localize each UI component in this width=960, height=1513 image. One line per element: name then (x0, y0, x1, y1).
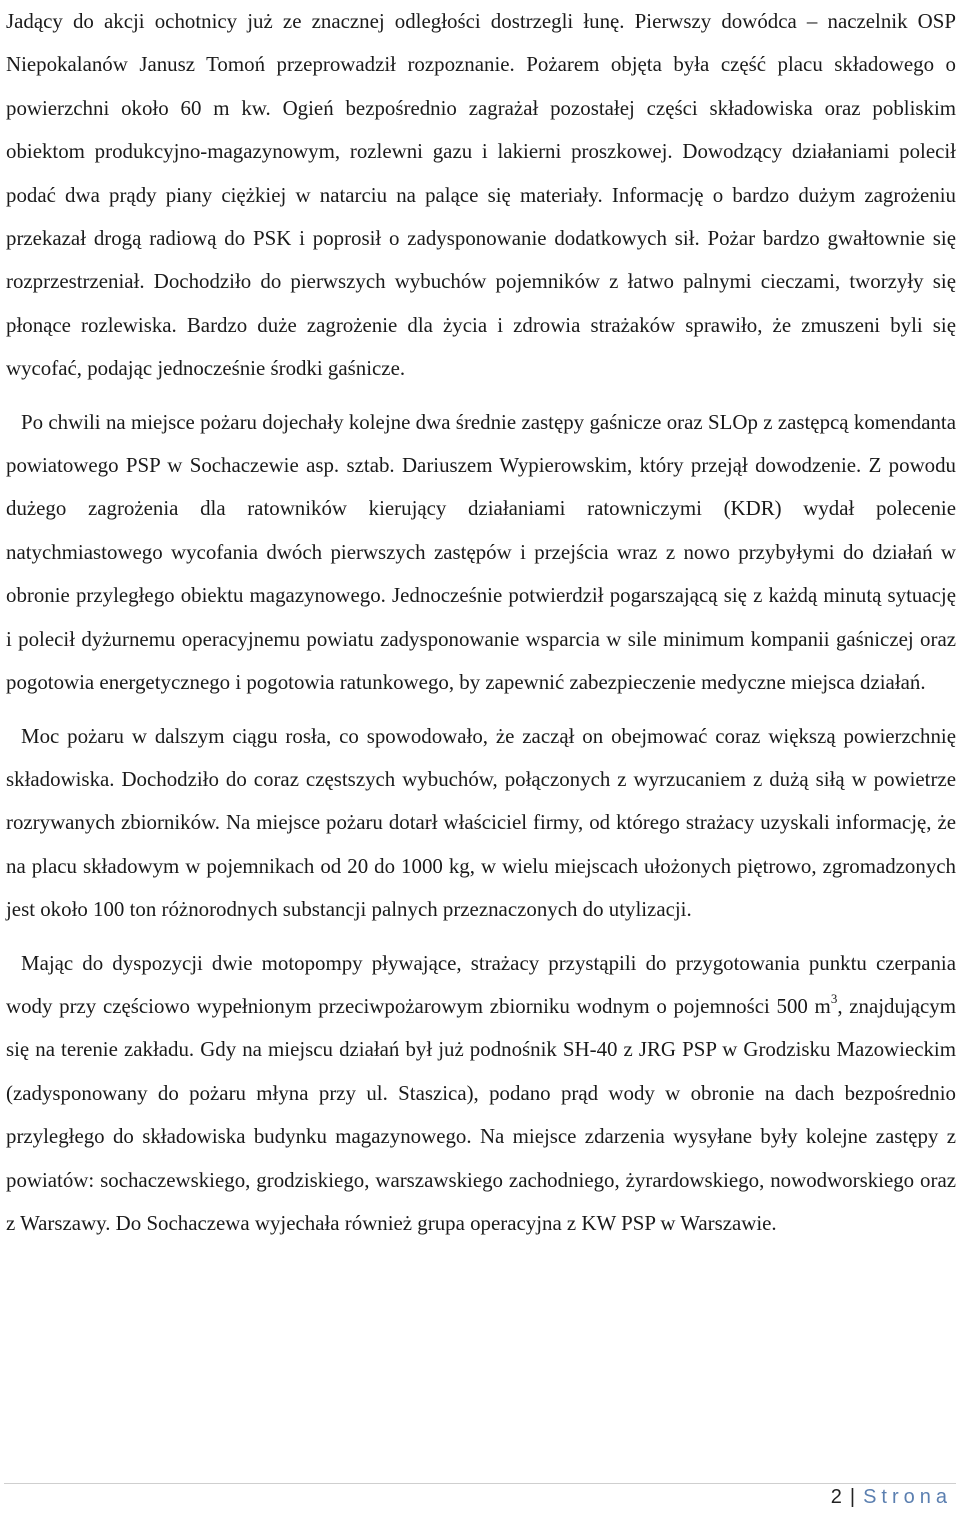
page-footer (831, 1485, 952, 1509)
footer-divider (4, 1483, 956, 1484)
superscript-cubic: 3 (830, 990, 838, 1006)
paragraph-4-text-before: Mając do dyspozycji dwie motopompy pływające, strażacy przystąpili do przygotowania punktu czerpania wody przy częściowo wypełnionym przeciwpożarowym zbiorniku wodnym o pojemności 500 m (6, 950, 956, 1018)
page-number: 2 (830, 1486, 842, 1508)
paragraph-1: Jadący do akcji ochotnicy już ze znacznej odległości dostrzegli łunę. Pierwszy dowódca – naczelnik OSP Niepokalanów Janusz Tomoń przeprowadził rozpoznanie. Pożarem objęta była część placu składowego o powierzchni około 60 m kw. Ogień bezpośrednio zagrażał pozostałej części składowiska oraz pobliskim obiektom produkcyjno-magazynowym, rozlewni gazu i lakierni proszkowej. Dowodzący działaniami polecił podać dwa prądy piany ciężkiej w natarciu na palące się materiały. Informację o bardzo dużym zagrożeniu przekazał drogą radiową do PSK i poprosił o zadysponowanie dodatkowych sił. Pożar bardzo gwałtownie się rozprzestrzeniał. Dochodziło do pierwszych wybuchów pojemników z łatwo palnymi cieczami, tworzyły się płonące rozlewiska. Bardzo duże zagrożenie dla życia i zdrowia strażaków sprawiło, że zmuszeni byli się wycofać, podając jednocześnie środki gaśnicze. (6, 9, 956, 381)
paragraph-4-text-after: , znajdującym się na terenie zakładu. Gdy na miejscu działań był już podnośnik SH-40 z JRG PSP w Grodzisku Mazowieckim (zadysponowany do pożaru młyna przy ul. Staszica), podano prąd wody w obronie na dach bezpośrednio przyległego do składowiska budynku magazynowego. Na miejsce zdarzenia wysyłane były kolejne zastępy z powiatów: sochaczewskiego, grodziskiego, warszawskiego zachodniego, żyrardowskiego, nowodworskiego oraz z Warszawy. Do Sochaczewa wyjechała również grupa operacyjna z KW PSP w Warszawie. (6, 993, 956, 1235)
paragraph-2: Po chwili na miejsce pożaru dojechały kolejne dwa średnie zastępy gaśnicze oraz SLOp z zastępcą komendanta powiatowego PSP w Sochaczewie asp. sztab. Dariuszem Wypierowskim, który przejął dowodzenie. Z powodu dużego zagrożenia dla ratowników kierujący działaniami ratowniczymi (KDR) wydał polecenie natychmiastowego wycofania dwóch pierwszych zastępów i przejścia wraz z nowo przybyłymi do działań w obronie przyległego obiektu magazynowego. Jednocześnie potwierdził pogarszającą się z każdą minutą sytuację i polecił dyżurnemu operacyjnemu powiatu zadysponowanie wsparcia w sile minimum kompanii gaśniczej oraz pogotowia energetycznego i pogotowia ratunkowego, by zapewnić zabezpieczenie medyczne miejsca działań. (6, 409, 956, 695)
paragraph-3: Moc pożaru w dalszym ciągu rosła, co spowodowało, że zaczął on obejmować coraz większą powierzchnię składowiska. Dochodziło do coraz częstszych wybuchów, połączonych z wyrzucaniem z dużą siłą w powietrze rozrywanych zbiorników. Na miejsce pożaru dotarł właściciel firmy, od którego strażacy uzyskali informację, że na placu składowym w pojemnikach od 20 do 1000 kg, w wielu miejscach ułożonych piętrowo, zgromadzonych jest około 100 ton różnorodnych substancji palnych przeznaczonych do utylizacji. (6, 723, 956, 922)
paragraph-4 (6, 942, 956, 1246)
page-label: Strona (863, 1486, 952, 1508)
document-page (6, 0, 956, 1255)
footer-separator: | (849, 1486, 856, 1508)
